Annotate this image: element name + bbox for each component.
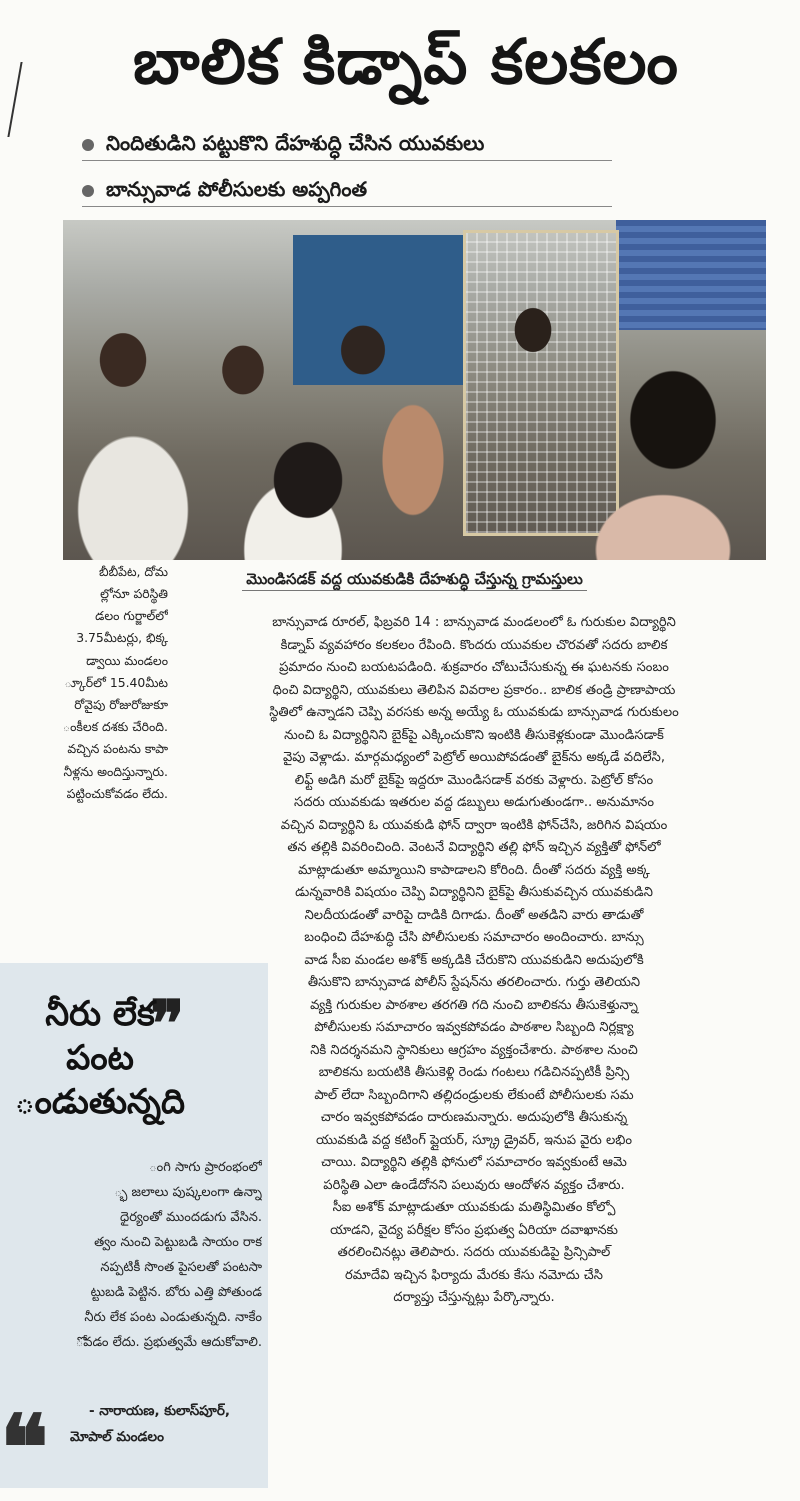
text-line: ోవడం లేదు. ప్రభుత్వమే ఆదుకోవాలి. [75, 1335, 262, 1350]
text-line: డలం గుర్జాల్‌లో [95, 608, 168, 624]
text-line: మాట్లాడుతూ అమ్మాయిని కాపాడాలని కోరింది. దీంతో సదరు వ్యక్తి అక్క [298, 862, 650, 878]
text-line: నిలదీయడంతో వారిపై దాడికి దిగాడు. దీంతో అతడిని వారు తాడుతో [304, 907, 644, 923]
text-line: పరిస్థితి ఎలా ఉండేదోనని పలువురు ఆందోళన వ్యక్తం చేశారు. [323, 1177, 625, 1193]
column-divider [0, 62, 23, 137]
text-line: బీబీపేట, దోమ [99, 563, 168, 579]
sub-headline-bullet [82, 172, 612, 207]
text-line: కిడ్నాప్ వ్యవహారం కలకలం రేపింది. కొందరు యువకుల చొరవతో సదరు బాలిక [280, 637, 668, 653]
photo-caption-text: మొండిసడక్ వద్ద యువకుడికి దేహశుద్ధి చేస్తున్న గ్రామస్తులు [242, 570, 587, 591]
text-line: నుంచి ఓ విద్యార్థినిని బైక్‌పై ఎక్కించుకొని ఇంటికి తీసుకెళ్లకుండా మొండిసడాక్ [284, 727, 664, 743]
text-line: తన తల్లికి వివరించింది. వెంటనే విద్యార్థిని తల్లి ఫోన్ ఇచ్చిన వ్యక్తితో ఫోన్‌లో [287, 840, 661, 855]
text-line: లిఫ్ట్ అడిగి మరో బైక్‌పై ఇద్దరూ మొండిసడాక్ వరకు వెళ్లారు. పెట్రోల్ కోసం [294, 772, 654, 788]
text-line: ్భ జలాలు పుష్కలంగా ఉన్నా [114, 1185, 262, 1200]
quote-heading-line: ండుతున్నది [15, 1082, 185, 1122]
news-photo [63, 220, 766, 560]
quote-heading-line: పంట [66, 1038, 134, 1078]
bullet-dot-icon [82, 185, 94, 197]
text-line: చాయి. విద్యార్థిని తల్లికి ఫోనులో సమాచారం ఇవ్వకుంటే ఆమె [321, 1155, 627, 1170]
text-line: ట్టుబడి పెట్టిన. బోరు ఎత్తి పోతుండ [90, 1285, 262, 1300]
text-line: పోలీసులకు సమాచారం ఇవ్వకపోవడం పాఠశాల సిబ్బంది నిర్లక్ష్యా [314, 1020, 634, 1035]
text-line: స్థితిలో ఉన్నాడని చెప్పి వరసకు అన్న అయ్యే ఓ యువకుడు బాన్సువాడ గురుకులం [269, 705, 679, 720]
article-body [176, 612, 772, 1310]
text-line: బాలికను బయటికి తీసుకెళ్లి రెండు గంటలు గడిచినప్పటికీ ప్రిన్సి [318, 1065, 630, 1080]
photo-caption [63, 564, 766, 594]
text-line: సీఐ అశోక్ మాట్లాడుతూ యువకుడు మతిస్థిమితం కోల్పో [332, 1200, 616, 1215]
text-line: దర్యాప్తు చేస్తున్నట్లు పేర్కొన్నారు. [393, 1290, 555, 1305]
text-line: ధైర్యంతో ముందడుగు వేసిన. [120, 1210, 262, 1225]
sub-headline-text: నిందితుడిని పట్టుకొని దేహశుద్ధి చేసిన యువకులు [106, 131, 485, 155]
quote-heading [0, 987, 200, 1124]
text-line: తరలించినట్లు తెలిపారు. సదరు యువకుడిపై ప్రిన్సిపాల్ [337, 1245, 611, 1260]
text-line: ల్లోనూ పరిస్థితి [100, 586, 168, 601]
text-line: ్కూర్‌లో 15.40మీట [64, 674, 168, 690]
text-line: నీళ్లను అందిస్తున్నారు. [63, 763, 168, 779]
text-line: ప్రమాదం నుంచి బయటపడింది. శుక్రవారం చోటుచేసుకున్న ఈ ఘటనకు సంబం [279, 660, 669, 675]
text-line: బాన్సువాడ రూరల్, ఫిబ్రవరి 14 : బాన్సువాడ మండలంలో ఓ గురుకుల విద్యార్థిని [272, 615, 676, 630]
text-line: నికి నిదర్శనమని స్థానికులు ఆగ్రహం వ్యక్తంచేశారు. పాఠశాల నుంచి [310, 1042, 638, 1058]
quote-signature-name: - నారాయణ, కులాస్‌పూర్, [88, 1403, 230, 1419]
quote-signature-place: మోపాల్ మండలం [70, 1429, 164, 1445]
bullet-dot-icon [82, 139, 94, 151]
text-line: త్వం నుంచి పెట్టుబడి సాయం రాక [94, 1235, 262, 1250]
sub-headline-text: బాన్సువాడ పోలీసులకు అప్పగింత [106, 177, 368, 201]
text-line: ంకీలక దశకు చేరింది. [62, 719, 168, 735]
text-line: 3.75మీటర్లు, భిక్క [76, 630, 168, 646]
text-line: వచ్చిన పంటను కాపా [67, 741, 168, 757]
text-line: బంధించి దేహశుద్ధి చేసి పోలీసులకు సమాచారం అందించారు. బాన్సు [304, 930, 644, 945]
text-line: వైపు వెళ్లాడు. మార్గమధ్యంలో పెట్రోల్ అయిపోవడంతో బైక్‌ను అక్కడే వదిలేసి, [283, 750, 665, 765]
text-line: వచ్చిన విద్యార్థిని ఓ యువకుడి ఫోన్ ద్వారా ఇంటికి ఫోన్‌చేసి, జరిగిన విషయం [280, 817, 668, 833]
text-line: చారం ఇవ్వకపోవడం దారుణమన్నారు. అదుపులోకి తీసుకున్న [320, 1110, 628, 1125]
quote-signature [30, 1398, 270, 1450]
text-line: వాడ సీఐ మండల అశోక్ అక్కడికి చేరుకొని యువకుడిని అదుపులోకి [304, 952, 644, 968]
text-line: పాల్ లేదా సిబ్బందిగాని తల్లిదండ్రులకు లేకుంటే పోలీసులకు సమ [314, 1087, 634, 1103]
text-line: వ్యక్తి గురుకుల పాఠశాల తరగతి గది నుంచి బాలికను తీసుకెళ్తున్నా [310, 997, 638, 1013]
text-line: యాడని, వైద్య పరీక్షల కోసం ప్రభుత్వ ఏరియా దవాఖానకు [330, 1222, 618, 1238]
text-line: ంగి సాగు ప్రారంభంలో [149, 1160, 262, 1175]
text-line: నీరు లేక పంట ఎండుతున్నది. నాకేం [84, 1310, 262, 1325]
text-line: డున్నవారికి విషయం చెప్పి విద్యార్థినిని బైక్‌పై తీసుకువచ్చిన యువకుడిని [295, 885, 653, 900]
text-line: తీసుకొని బాన్సువాడ పోలీస్ స్టేషన్‌ను తరలించారు. గుర్తు తెలియని [307, 975, 641, 990]
quote-mark-icon: ❞ [150, 987, 185, 1062]
quote-mark-icon: ❝ [0, 1395, 49, 1501]
sub-headline-bullet [82, 126, 612, 161]
text-line: రమాదేవి ఇచ్చిన ఫిర్యాదు మేరకు కేసు నమోదు చేసి [345, 1267, 603, 1283]
text-line: నప్పటికీ సొంత పైసలతో పంటసా [100, 1260, 262, 1275]
text-line: సదరు యువకుడు ఇతరుల వద్ద డబ్బులు అడుగుతుండగా.. అనుమానం [294, 795, 654, 810]
headline: బాలిక కిడ్నాప్ కలకలం [133, 25, 679, 98]
text-line: రోవైపు రోజురోజుకూ [74, 696, 168, 712]
text-line: ధించి విద్యార్థిని, యువకులు తెలిపిన వివరాల ప్రకారం.. బాలిక తండ్రి ప్రాణాపాయ [272, 682, 676, 698]
text-line: పట్టించుకోవడం లేదు. [66, 785, 168, 801]
photo-crowd [63, 290, 766, 560]
text-line: యువకుడి వద్ద కటింగ్ ప్లైయర్, స్క్రూ డ్రైవర్, ఇనుప వైరు లభిం [316, 1132, 632, 1148]
text-line: డ్వాయి మండలం [86, 652, 168, 668]
quote-heading-line: నీరు లేక [45, 994, 155, 1034]
